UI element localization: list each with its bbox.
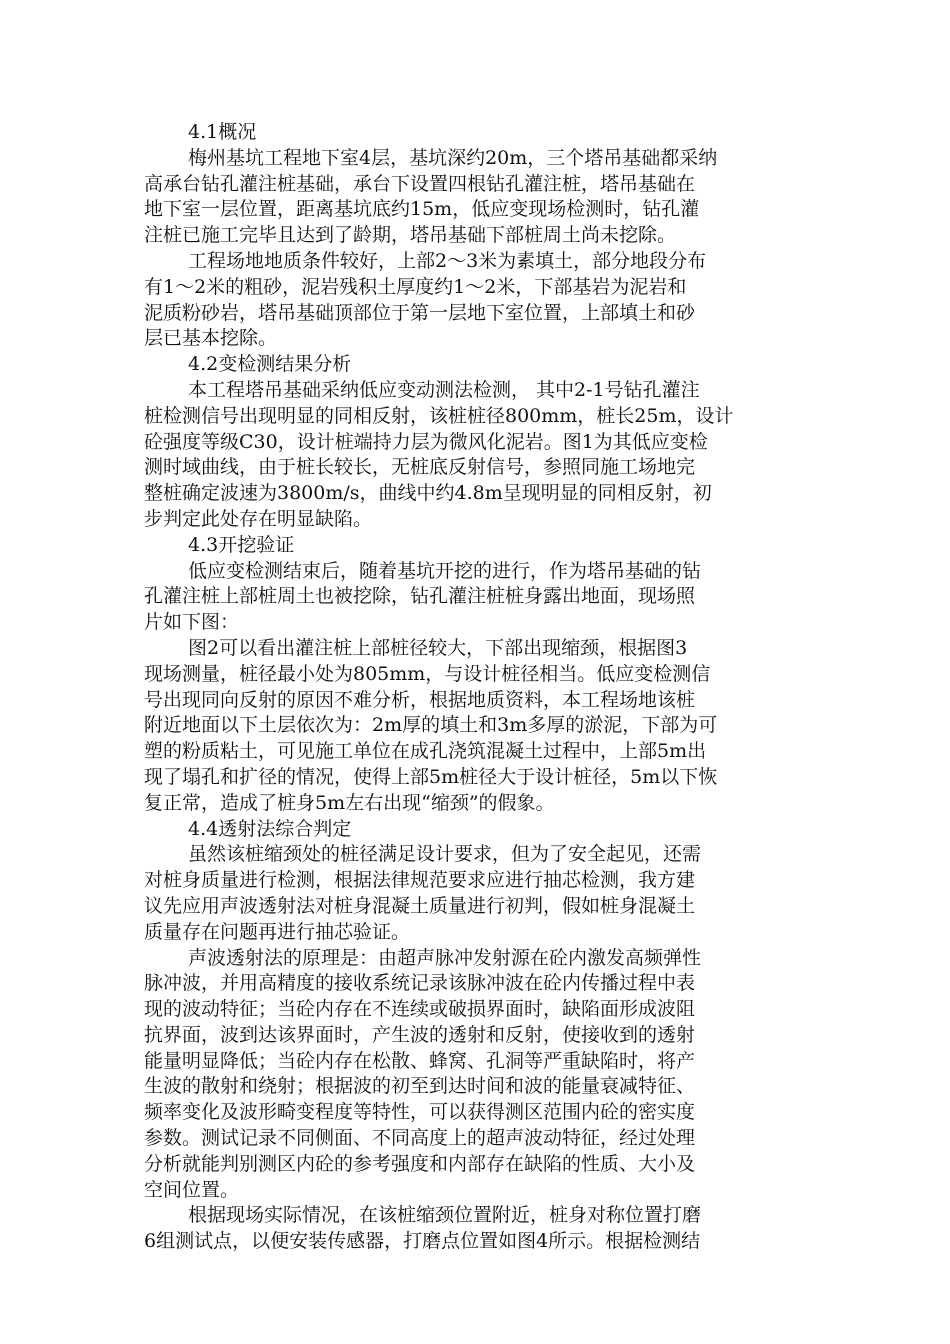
text-line: 高承台钻孔灌注桩基础，承台下设置四根钻孔灌注桩，塔吊基础在 bbox=[144, 172, 696, 195]
text-line: 步判定此处存在明显缺陷。 bbox=[144, 507, 373, 530]
text-line: 虽然该桩缩颈处的桩径满足设计要求，但为了安全起见，还需 bbox=[188, 843, 702, 866]
section-heading: 4.1概况 bbox=[188, 121, 257, 143]
text-line: 梅州基坑工程地下室4层，基坑深约20m，三个塔吊基础都采纳 bbox=[188, 146, 718, 169]
text-line: 附近地面以下土层依次为：2m厚的填土和3m多厚的淤泥，下部为可 bbox=[144, 714, 718, 737]
text-line: 工程场地地质条件较好，上部2～3米为素填土，部分地段分布 bbox=[188, 249, 707, 272]
paragraph bbox=[144, 1203, 804, 1255]
text-line: 空间位置。 bbox=[144, 1178, 240, 1201]
text-line: 6组测试点，以便安装传感器，打磨点位置如图4所示。根据检测结 bbox=[144, 1230, 701, 1253]
text-line: 生波的散射和绕射；根据波的初至到达时间和波的能量衰减特征、 bbox=[144, 1075, 696, 1098]
text-line: 分析就能判别测区内砼的参考强度和内部存在缺陷的性质、大小及 bbox=[144, 1152, 696, 1175]
paragraph bbox=[144, 842, 804, 945]
text-line: 议先应用声波透射法对桩身混凝土质量进行初判，假如桩身混凝土 bbox=[144, 894, 696, 917]
text-line: 频率变化及波形畸变程度等特性，可以获得测区范围内砼的密实度 bbox=[144, 1101, 696, 1124]
paragraph bbox=[144, 378, 804, 533]
section-heading: 4.2变检测结果分析 bbox=[188, 353, 352, 376]
text-line: 砼强度等级C30，设计桩端持力层为微风化泥岩。图1为其低应变检 bbox=[144, 430, 708, 453]
section-heading: 4.3开挖验证 bbox=[188, 533, 295, 556]
text-line: 能量明显降低；当砼内存在松散、蜂窝、孔洞等严重缺陷时，将产 bbox=[144, 1049, 696, 1072]
text-line: 本工程塔吊基础采纳低应变动测法检测， 其中2-1号钻孔灌注 bbox=[188, 378, 700, 401]
section-heading: 4.4透射法综合判定 bbox=[188, 817, 352, 840]
text-line: 参数。测试记录不同侧面、不同高度上的超声波动特征，经过处理 bbox=[144, 1127, 696, 1150]
text-line: 声波透射法的原理是：由超声脉冲发射源在砼内激发高频弹性 bbox=[188, 946, 702, 969]
text-line: 桩检测信号出现明显的同相反射，该桩桩径800mm，桩长25m，设计 bbox=[144, 404, 734, 427]
text-line: 低应变检测结束后，随着基坑开挖的进行，作为塔吊基础的钻 bbox=[188, 559, 702, 582]
text-line: 塑的粉质粘土，可见施工单位在成孔浇筑混凝土过程中，上部5m出 bbox=[144, 740, 707, 763]
text-line: 抗界面，波到达该界面时，产生波的透射和反射，使接收到的透射 bbox=[144, 1023, 696, 1046]
section-transmission-method bbox=[144, 817, 804, 1256]
text-line: 现的波动特征；当砼内存在不连续或破损界面时，缺陷面形成波阻 bbox=[144, 998, 696, 1021]
text-line: 层已基本挖除。 bbox=[144, 327, 278, 350]
text-line: 整桩确定波速为3800m/s，曲线中约4.8m呈现明显的同相反射，初 bbox=[144, 482, 712, 505]
section-excavation-verification bbox=[144, 533, 804, 817]
text-line: 泥质粉砂岩，塔吊基础顶部位于第一层地下室位置，上部填土和砂 bbox=[144, 301, 696, 324]
text-line: 现了塌孔和扩径的情况，使得上部5m桩径大于设计桩径，5m以下恢 bbox=[144, 765, 718, 788]
text-line: 测时域曲线，由于桩长较长，无桩底反射信号，参照同施工场地完 bbox=[144, 456, 696, 479]
section-test-result-analysis bbox=[144, 352, 804, 533]
text-line: 复正常，造成了桩身5m左右出现“缩颈”的假象。 bbox=[144, 791, 555, 814]
text-line: 图2可以看出灌注桩上部桩径较大，下部出现缩颈，根据图3 bbox=[188, 636, 688, 659]
text-line: 片如下图： bbox=[144, 611, 240, 634]
paragraph bbox=[144, 249, 804, 352]
text-line: 脉冲波，并用高精度的接收系统记录该脉冲波在砼内传播过程中表 bbox=[144, 972, 696, 995]
section-overview bbox=[144, 120, 804, 352]
text-line: 对桩身质量进行检测，根据法律规范要求应进行抽芯检测，我方建 bbox=[144, 869, 696, 892]
text-line: 现场测量，桩径最小处为805mm，与设计桩径相当。低应变检测信 bbox=[144, 662, 711, 685]
text-line: 号出现同向反射的原因不难分析，根据地质资料，本工程场地该桩 bbox=[144, 688, 696, 711]
paragraph bbox=[144, 946, 804, 1204]
text-line: 根据现场实际情况，在该桩缩颈位置附近，桩身对称位置打磨 bbox=[188, 1204, 702, 1227]
paragraph bbox=[144, 146, 804, 249]
document-page bbox=[144, 120, 804, 1255]
paragraph bbox=[144, 559, 804, 636]
text-line: 有1～2米的粗砂，泥岩残积土厚度约1～2米，下部基岩为泥岩和 bbox=[144, 275, 687, 298]
text-line: 孔灌注桩上部桩周土也被挖除，钻孔灌注桩桩身露出地面，现场照 bbox=[144, 585, 696, 608]
text-line: 质量存在问题再进行抽芯验证。 bbox=[144, 920, 411, 943]
paragraph bbox=[144, 636, 804, 817]
text-line: 注桩已施工完毕且达到了龄期，塔吊基础下部桩周土尚未挖除。 bbox=[144, 224, 677, 247]
text-line: 地下室一层位置，距离基坑底约15m，低应变现场检测时，钻孔灌 bbox=[144, 198, 700, 221]
